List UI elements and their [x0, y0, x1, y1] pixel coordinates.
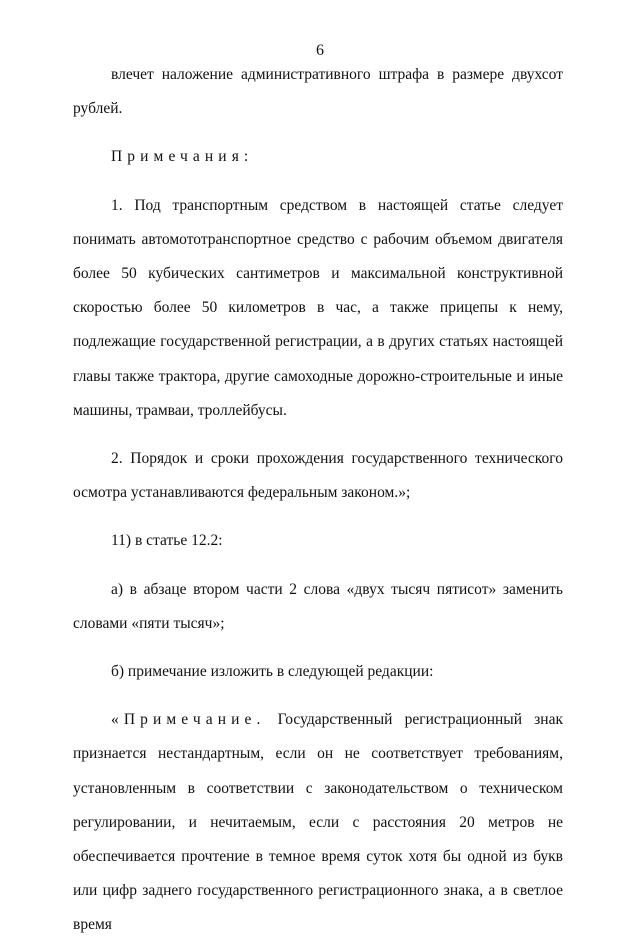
- notes-heading: Примечания:: [111, 148, 254, 166]
- note-text: Государственный регистрационный знак признается нестандартным, если он не соответствует требованиям, установленным в соответствии с законодательством о техническом регулировании, и нечитаемым, если с расстояния 20 метров не обеспечивается прочтение в темное время суток хотя бы одной из букв или цифр заднего государственного регистрационного знака, а в светлое время: [73, 711, 563, 934]
- note-2-paragraph: 2. Порядок и сроки прохождения государственного технического осмотра устанавливаются федеральным законом.»;: [73, 450, 563, 502]
- note-1-paragraph: 1. Под транспортным средством в настоящей статье следует понимать автомототранспортное средство с рабочим объемом двигателя более 50 кубических сантиметров и максимальной конструктивной скоростью более 50 километров в час, а также прицепы к нему, подлежащие государственной регистрации, а в других статьях настоящей главы также трактора, другие самоходные дорожно-строительные и иные машины, трамваи, троллейбусы.: [73, 196, 563, 419]
- paragraph-fine-amount: влечет наложение административного штрафа в размере двухсот рублей.: [73, 66, 563, 118]
- subitem-b-paragraph: б) примечание изложить в следующей редакции:: [111, 663, 434, 681]
- note-registration-plate-paragraph: [73, 703, 563, 942]
- subitem-a-paragraph: а) в абзаце втором части 2 слова «двух тысяч пятисот» заменить словами «пяти тысяч»;: [73, 580, 563, 632]
- document-body: [73, 58, 563, 943]
- note-lead-word: «Примечание.: [111, 711, 266, 729]
- page-number: 6: [316, 42, 324, 59]
- item-11-paragraph: 11) в статье 12.2:: [111, 532, 223, 550]
